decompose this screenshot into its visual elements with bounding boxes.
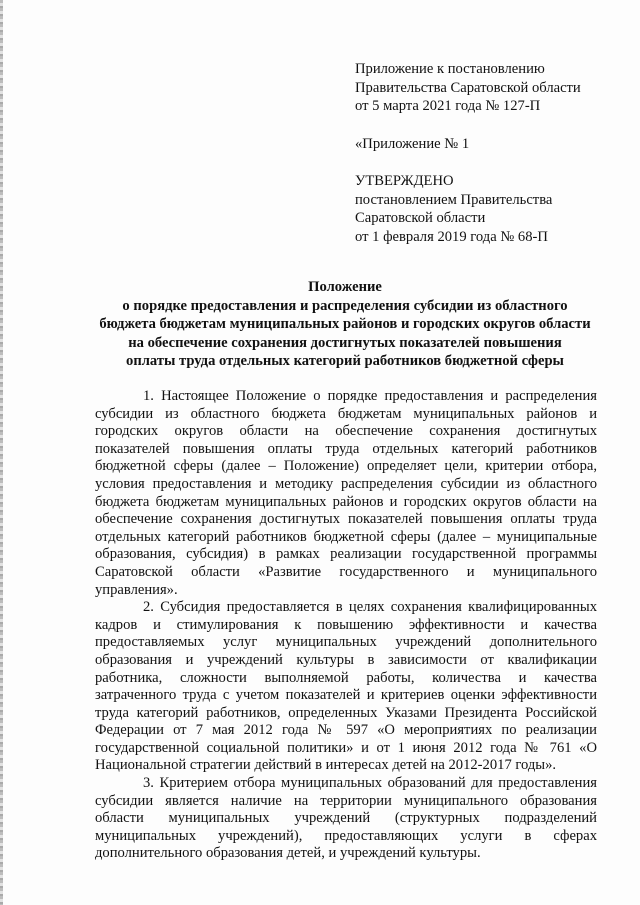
title-line: на обеспечение сохранения достигнутых показателей повышения (128, 334, 562, 351)
paragraph-1: 1. Настоящее Положение о порядке предоставления и распределения субсидии из областного бюджета бюджетам муниципальных районов и городских округов области на обеспечение сохранения достигнутых показателей повышения оплаты труда отдельных категорий работников бюджетной сферы (далее – Положение) определяет цели, критерии отбора, условия предоставления и методику распределения субсидии из областного бюджета бюджетам муниципальных районов и городских округов области на обеспечение сохранения достигнутых показателей повышения оплаты труда отдельных категорий работников бюджетной сферы (далее – муниципальные образования, субсидия) в рамках реализации государственной программы Саратовской области «Развитие государственного и муниципального управления». (95, 388, 597, 598)
paragraph-3: 3. Критерием отбора муниципальных образований для предоставления субсидии является наличие на территории муниципального образования области муниципальных учреждений (структурных подразделений муниципальных учреждений), предоставляющих услуги в сферах дополнительного образования детей, и учреждений культуры. (95, 775, 597, 862)
appendix-header (355, 60, 625, 246)
title-line: бюджета бюджетам муниципальных районов и городских округов области (99, 316, 591, 332)
paragraph-2: 2. Субсидия предоставляется в целях сохранения квалифицированных кадров и стимулирования к повышению эффективности и качества предоставляемых услуг муниципальных учреждений дополнительного образования и учреждений культуры в зависимости от квалификации работника, сложности выполняемой работы, количества и качества затраченного труда с учетом показателей и критериев оценки эффективности труда категорий работников, определенных Указами Президента Российской Федерации от 7 мая 2012 года № 597 «О мероприятиях по реализации государственной социальной политики» и от 1 июня 2012 года № 761 «О Национальной стратегии действий в интересах детей на 2012-2017 годы». (95, 599, 597, 774)
header-line: от 5 марта 2021 года № 127-П (355, 98, 541, 114)
header-line: от 1 февраля 2019 года № 68-П (355, 228, 548, 245)
header-line: Правительства Саратовской области (355, 79, 581, 96)
document-title (95, 278, 595, 371)
header-line: Приложение к постановлению (355, 61, 545, 77)
header-line: Саратовской области (355, 210, 486, 226)
title-line: о порядке предоставления и распределения субсидии из областного (122, 297, 568, 314)
header-line: «Приложение № 1 (355, 135, 470, 152)
document-body (95, 388, 597, 863)
header-gap (355, 116, 625, 135)
header-line: постановлением Правительства (355, 191, 553, 208)
header-gap (355, 153, 625, 172)
title-line: оплаты труда отдельных категорий работников бюджетной сферы (126, 353, 564, 369)
scan-edge (0, 0, 3, 905)
title-line: Положение (308, 279, 382, 295)
header-line: УТВЕРЖДЕНО (355, 173, 454, 189)
